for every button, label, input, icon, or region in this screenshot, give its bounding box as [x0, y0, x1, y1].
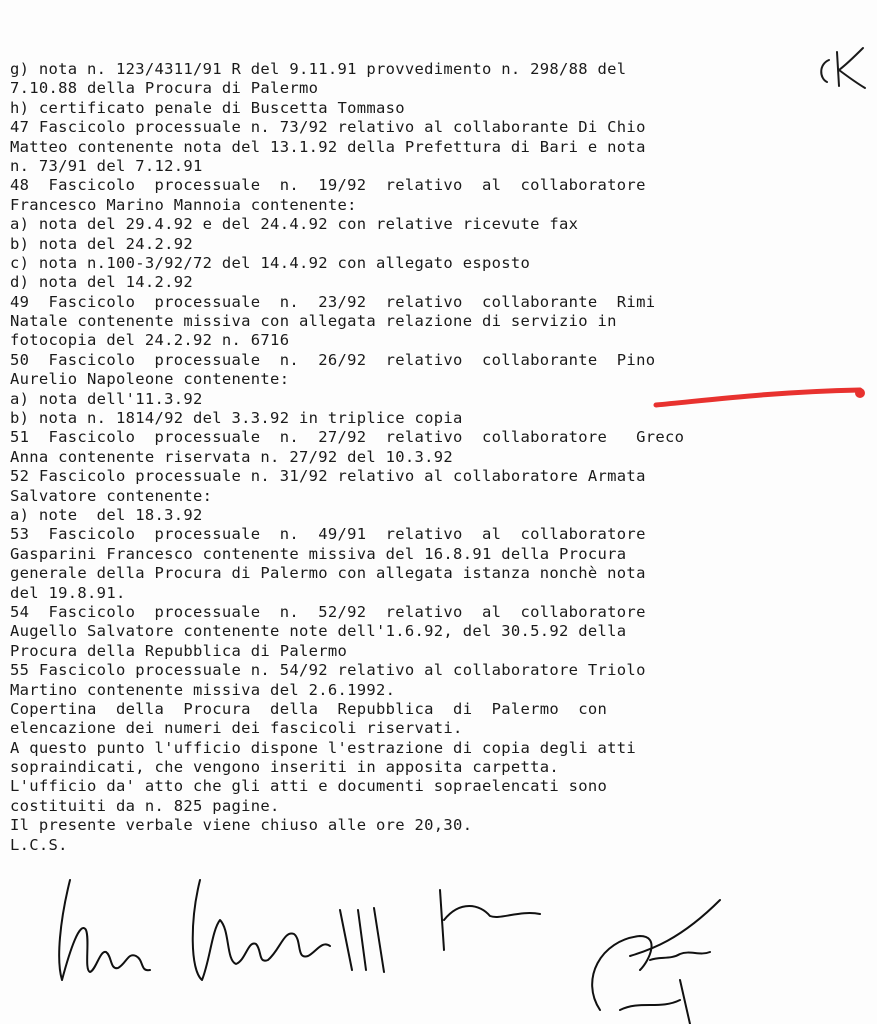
document-line: d) nota del 14.2.92 — [10, 273, 194, 292]
document-line: 54 Fascicolo processuale n. 52/92 relativo al collaboratore — [10, 602, 646, 621]
document-line: Copertina della Procura della Repubblica di Palermo con — [10, 699, 608, 718]
document-line: 51 Fascicolo processuale n. 27/92 relativo collaboratore Greco — [10, 428, 685, 447]
document-line: Salvatore contenente: — [10, 486, 213, 505]
document-line: Natale contenente missiva con allegata relazione di servizio in — [10, 312, 617, 331]
document-line: 47 Fascicolo processuale n. 73/92 relativo al collaborante Di Chio — [10, 118, 646, 137]
document-line: b) nota n. 1814/92 del 3.3.92 in triplice copia — [10, 409, 463, 428]
document-line: Francesco Marino Mannoia contenente: — [10, 195, 357, 214]
document-line: 50 Fascicolo processuale n. 26/92 relativo collaborante Pino — [10, 350, 656, 369]
document-line: Aurelio Napoleone contenente: — [10, 370, 290, 389]
document-line: Il presente verbale viene chiuso alle ore 20,30. — [10, 816, 473, 835]
document-line: Augello Salvatore contenente note dell'1.6.92, del 30.5.92 della — [10, 622, 627, 641]
document-line: generale della Procura di Palermo con allegata istanza nonchè nota — [10, 564, 646, 583]
document-line: L'ufficio da' atto che gli atti e documenti sopraelencati sono — [10, 777, 608, 796]
document-line: costituiti da n. 825 pagine. — [10, 796, 280, 815]
handwritten-signatures-icon — [40, 860, 740, 1024]
document-line: 48 Fascicolo processuale n. 19/92 relativo al collaboratore — [10, 176, 646, 195]
document-body — [10, 60, 810, 855]
document-line: fotocopia del 24.2.92 n. 6716 — [10, 331, 290, 350]
document-line: Procura della Repubblica di Palermo — [10, 641, 348, 660]
document-line: elencazione dei numeri dei fascicoli riservati. — [10, 719, 463, 738]
document-line: sopraindicati, che vengono inseriti in apposita carpetta. — [10, 758, 560, 777]
document-line: Anna contenente riservata n. 27/92 del 10.3.92 — [10, 447, 454, 466]
document-line: 7.10.88 della Procura di Palermo — [10, 79, 319, 98]
document-line: L.C.S. — [10, 835, 68, 854]
document-line: 52 Fascicolo processuale n. 31/92 relativo al collaboratore Armata — [10, 467, 646, 486]
document-line: Martino contenente missiva del 2.6.1992. — [10, 680, 396, 699]
document-line: Matteo contenente nota del 13.1.92 della Prefettura di Bari e nota — [10, 137, 646, 156]
document-line: 49 Fascicolo processuale n. 23/92 relativo collaborante Rimi — [10, 292, 656, 311]
red-underline-mark — [650, 380, 870, 410]
document-line: 53 Fascicolo processuale n. 49/91 relativo al collaboratore — [10, 525, 646, 544]
document-line: c) nota n.100-3/92/72 del 14.4.92 con allegato esposto — [10, 253, 531, 272]
document-line: n. 73/91 del 7.12.91 — [10, 156, 203, 175]
document-line: A questo punto l'ufficio dispone l'estrazione di copia degli atti — [10, 738, 637, 757]
document-line: g) nota n. 123/4311/91 R del 9.11.91 provvedimento n. 298/88 del — [10, 60, 627, 78]
document-line: del 19.8.91. — [10, 583, 126, 602]
document-line: 55 Fascicolo processuale n. 54/92 relativo al collaboratore Triolo — [10, 661, 646, 680]
document-line: a) nota del 29.4.92 e del 24.4.92 con relative ricevute fax — [10, 215, 579, 234]
handwritten-initial-icon — [815, 42, 870, 97]
document-line: b) nota del 24.2.92 — [10, 234, 194, 253]
document-line: a) nota dell'11.3.92 — [10, 389, 203, 408]
document-line: a) note del 18.3.92 — [10, 505, 203, 524]
document-line: h) certificato penale di Buscetta Tommaso — [10, 98, 405, 117]
document-line: Gasparini Francesco contenente missiva del 16.8.91 della Procura — [10, 544, 627, 563]
